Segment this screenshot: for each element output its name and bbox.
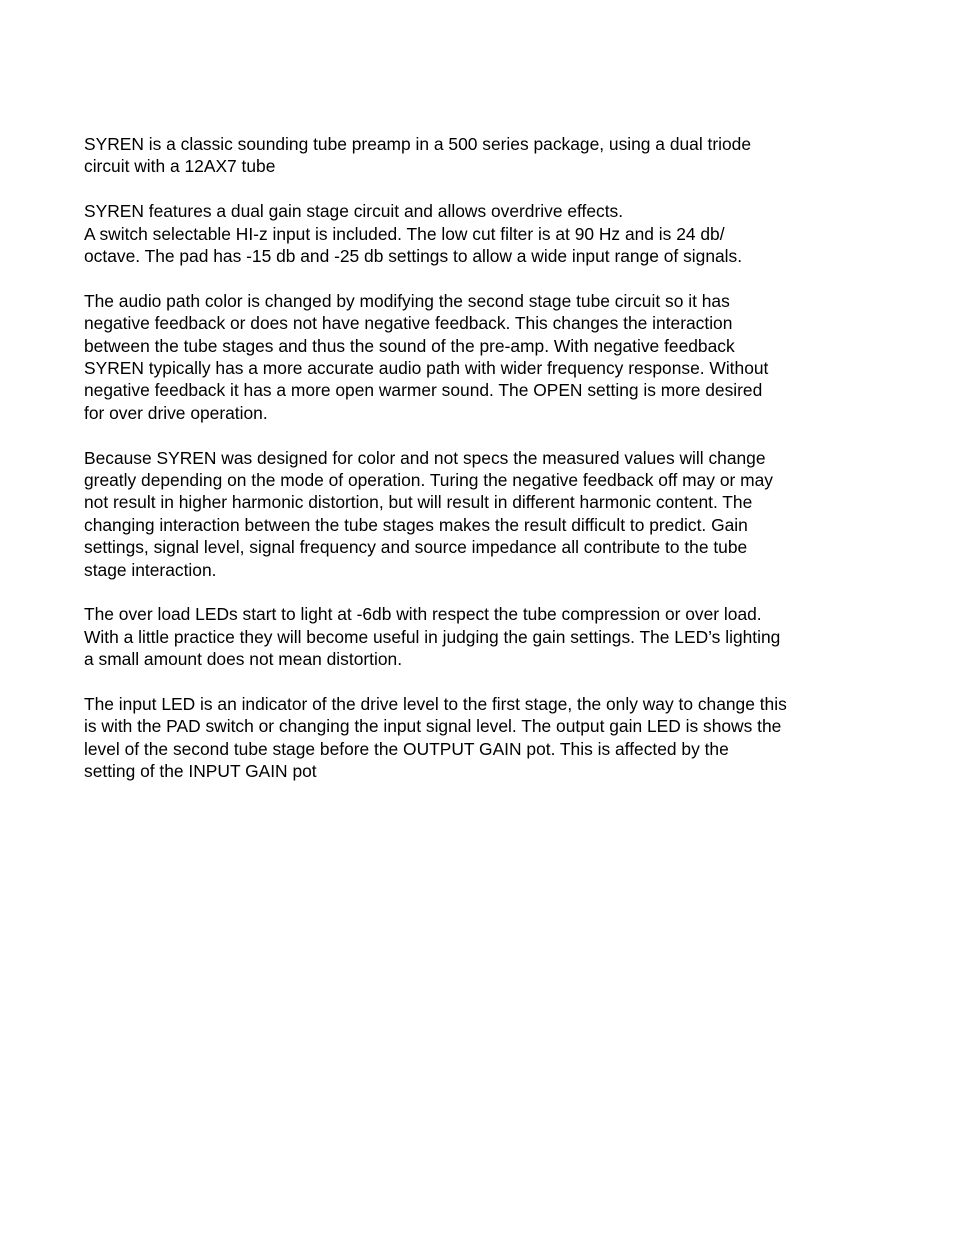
text-line: changing interaction between the tube stages makes the result difficult to predict. Gain [84, 514, 748, 535]
text-line: SYREN features a dual gain stage circuit and allows overdrive effects. [84, 201, 624, 222]
text-line: level of the second tube stage before the OUTPUT GAIN pot. This is affected by the [84, 738, 729, 759]
paragraph-measured-values [84, 447, 859, 581]
text-line: settings, signal level, signal frequency and source impedance all contribute to the tube [84, 537, 748, 558]
text-line: SYREN is a classic sounding tube preamp in a 500 series package, using a dual triode [84, 134, 752, 154]
document-body [84, 133, 859, 805]
text-line: With a little practice they will become useful in judging the gain settings. The LED’s lighting [84, 626, 781, 647]
text-line: a small amount does not mean distortion. [84, 649, 403, 670]
paragraph-overload-leds [84, 603, 859, 670]
paragraph-input-filter-pad [84, 223, 859, 268]
text-line: between the tube stages and thus the sound of the pre-amp. With negative feedback [84, 335, 735, 356]
text-line: setting of the INPUT GAIN pot [84, 761, 317, 782]
text-line: not result in higher harmonic distortion, but will result in different harmonic content. The [84, 492, 753, 513]
text-line: is with the PAD switch or changing the input signal level. The output gain LED is shows the [84, 716, 782, 737]
text-line: Because SYREN was designed for color and not specs the measured values will change [84, 447, 766, 468]
text-line: for over drive operation. [84, 402, 268, 423]
text-line: octave. The pad has -15 db and -25 db settings to allow a wide input range of signals. [84, 246, 743, 267]
text-line: A switch selectable HI-z input is included. The low cut filter is at 90 Hz and is 24 db/ [84, 223, 725, 244]
text-line: circuit with a 12AX7 tube [84, 156, 276, 177]
text-line: The audio path color is changed by modifying the second stage tube circuit so it has [84, 290, 730, 311]
text-line: stage interaction. [84, 559, 217, 580]
paragraph-intro [84, 133, 859, 178]
text-line: The over load LEDs start to light at -6db with respect the tube compression or over load. [84, 604, 762, 625]
text-line: greatly depending on the mode of operation. Turing the negative feedback off may or may [84, 470, 773, 491]
paragraph-audio-path-color [84, 290, 859, 424]
paragraph-input-led [84, 693, 859, 783]
paragraph-features [84, 200, 859, 222]
text-line: The input LED is an indicator of the drive level to the first stage, the only way to change this [84, 694, 787, 715]
text-line: SYREN typically has a more accurate audio path with wider frequency response. Without [84, 358, 769, 379]
text-line: negative feedback or does not have negative feedback. This changes the interaction [84, 313, 733, 334]
text-line: negative feedback it has a more open warmer sound. The OPEN setting is more desired [84, 380, 763, 401]
